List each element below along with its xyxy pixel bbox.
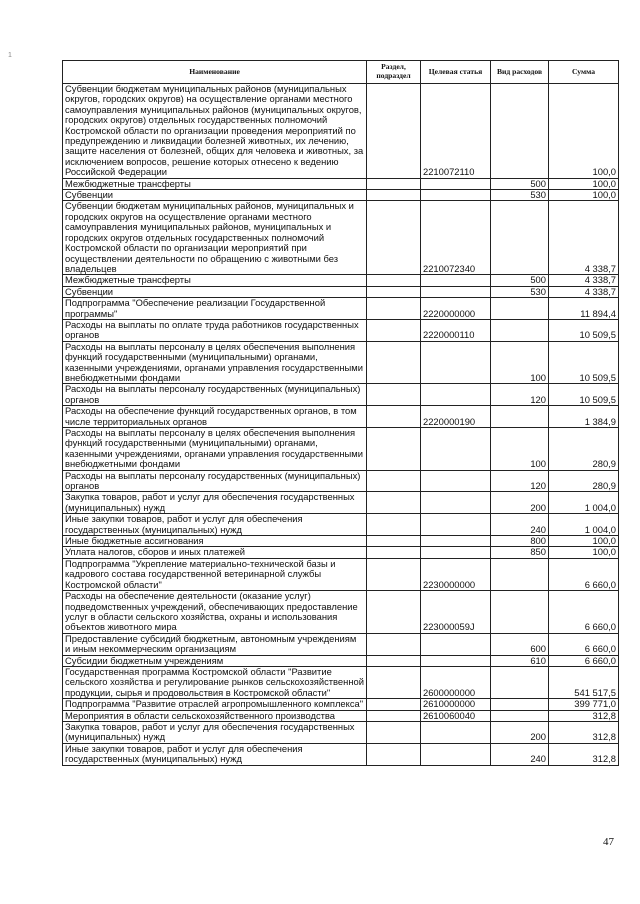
cell-section xyxy=(367,190,421,201)
cell-target: 2610000000 xyxy=(421,699,491,710)
cell-target: 2220000110 xyxy=(421,319,491,341)
cell-type: 610 xyxy=(491,655,549,666)
cell-sum: 11 894,4 xyxy=(549,298,619,320)
cell-section xyxy=(367,558,421,590)
cell-type: 200 xyxy=(491,721,549,743)
cell-type xyxy=(491,558,549,590)
cell-target: 223000059J xyxy=(421,591,491,634)
cell-section xyxy=(367,492,421,514)
cell-type: 240 xyxy=(491,743,549,765)
table-row xyxy=(63,514,619,536)
cell-target xyxy=(421,536,491,547)
cell-section xyxy=(367,514,421,536)
cell-name: Подпрограмма "Обеспечение реализации Государственной программы" xyxy=(63,298,367,320)
table-row xyxy=(63,384,619,406)
table-row xyxy=(63,406,619,428)
cell-target xyxy=(421,190,491,201)
cell-type: 240 xyxy=(491,514,549,536)
cell-section xyxy=(367,178,421,189)
cell-type: 120 xyxy=(491,470,549,492)
table-row xyxy=(63,547,619,558)
cell-section xyxy=(367,428,421,471)
cell-section xyxy=(367,633,421,655)
cell-sum: 10 509,5 xyxy=(549,341,619,384)
cell-name: Иные бюджетные ассигнования xyxy=(63,536,367,547)
cell-name: Субвенции бюджетам муниципальных районов, муниципальных и городских округов на осуществление органами местного самоуправления муниципальных районов, муниципальных и городских округов отдельных государственных полномочий Костромской области по организации мероприятий при осуществлении деятельности по обращению с животными без владельцев xyxy=(63,201,367,275)
cell-section xyxy=(367,84,421,179)
cell-section xyxy=(367,710,421,721)
page-number: 47 xyxy=(603,836,614,848)
cell-target: 2220000190 xyxy=(421,406,491,428)
cell-target: 2210072110 xyxy=(421,84,491,179)
cell-type: 600 xyxy=(491,633,549,655)
table-row xyxy=(63,275,619,286)
table-row xyxy=(63,492,619,514)
cell-sum: 100,0 xyxy=(549,190,619,201)
cell-name: Расходы на обеспечение деятельности (оказание услуг) подведомственных учреждений, обеспечивающих предоставление услуг в области сельского хозяйства, охраны и использования объектов животного мира xyxy=(63,591,367,634)
cell-sum: 100,0 xyxy=(549,84,619,179)
cell-name: Расходы на выплаты персоналу в целях обеспечения выполнения функций государственными (муниципальными) органами, казенными учреждениями, органами управления государственными внебюджетными фондами xyxy=(63,428,367,471)
cell-target: 2220000000 xyxy=(421,298,491,320)
cell-sum: 1 004,0 xyxy=(549,492,619,514)
cell-type: 100 xyxy=(491,341,549,384)
cell-section xyxy=(367,666,421,698)
cell-type: 500 xyxy=(491,275,549,286)
cell-sum: 100,0 xyxy=(549,547,619,558)
table-row xyxy=(63,201,619,275)
cell-section xyxy=(367,341,421,384)
cell-sum: 100,0 xyxy=(549,536,619,547)
header-target: Целевая статья xyxy=(421,61,491,84)
table-row xyxy=(63,743,619,765)
cell-name: Расходы на выплаты персоналу государственных (муниципальных) органов xyxy=(63,470,367,492)
cell-target xyxy=(421,743,491,765)
cell-target: 2600000000 xyxy=(421,666,491,698)
cell-section xyxy=(367,298,421,320)
table-row xyxy=(63,558,619,590)
cell-section xyxy=(367,201,421,275)
cell-type: 800 xyxy=(491,536,549,547)
cell-name: Предоставление субсидий бюджетным, автономным учреждениям и иным некоммерческим организациям xyxy=(63,633,367,655)
table-row xyxy=(63,721,619,743)
cell-section xyxy=(367,536,421,547)
cell-name: Подпрограмма "Укрепление материально-технической базы и кадрового состава государственной ветеринарной службы Костромской области" xyxy=(63,558,367,590)
table-row xyxy=(63,428,619,471)
cell-sum: 280,9 xyxy=(549,470,619,492)
cell-sum: 1 384,9 xyxy=(549,406,619,428)
cell-type xyxy=(491,201,549,275)
cell-target xyxy=(421,286,491,297)
cell-name: Межбюджетные трансферты xyxy=(63,178,367,189)
cell-name: Расходы на выплаты по оплате труда работников государственных органов xyxy=(63,319,367,341)
cell-sum: 6 660,0 xyxy=(549,633,619,655)
cell-section xyxy=(367,743,421,765)
cell-type xyxy=(491,666,549,698)
cell-name: Расходы на выплаты персоналу в целях обеспечения выполнения функций государственными (муниципальными) органами, казенными учреждениями, органами управления государственными внебюджетными фондами xyxy=(63,341,367,384)
cell-section xyxy=(367,721,421,743)
cell-target xyxy=(421,721,491,743)
table-row xyxy=(63,591,619,634)
table-row xyxy=(63,655,619,666)
cell-target xyxy=(421,514,491,536)
cell-target xyxy=(421,633,491,655)
table-row xyxy=(63,319,619,341)
cell-target xyxy=(421,428,491,471)
cell-sum: 6 660,0 xyxy=(549,655,619,666)
cell-name: Мероприятия в области сельскохозяйственного производства xyxy=(63,710,367,721)
cell-section xyxy=(367,699,421,710)
cell-target xyxy=(421,655,491,666)
cell-section xyxy=(367,275,421,286)
cell-type xyxy=(491,84,549,179)
table-row xyxy=(63,190,619,201)
cell-name: Закупка товаров, работ и услуг для обеспечения государственных (муниципальных) нужд xyxy=(63,721,367,743)
cell-sum: 4 338,7 xyxy=(549,275,619,286)
cell-type xyxy=(491,406,549,428)
table-header-row xyxy=(63,61,619,84)
cell-type: 500 xyxy=(491,178,549,189)
cell-name: Межбюджетные трансферты xyxy=(63,275,367,286)
cell-sum: 10 509,5 xyxy=(549,319,619,341)
cell-sum: 4 338,7 xyxy=(549,201,619,275)
cell-sum: 6 660,0 xyxy=(549,591,619,634)
cell-target xyxy=(421,275,491,286)
cell-type: 120 xyxy=(491,384,549,406)
cell-type: 200 xyxy=(491,492,549,514)
cell-name: Подпрограмма "Развитие отраслей агропромышленного комплекса" xyxy=(63,699,367,710)
cell-target xyxy=(421,492,491,514)
cell-sum: 10 509,5 xyxy=(549,384,619,406)
cell-sum: 312,8 xyxy=(549,710,619,721)
cell-sum: 312,8 xyxy=(549,721,619,743)
cell-section xyxy=(367,319,421,341)
cell-name: Государственная программа Костромской области "Развитие сельского хозяйства и регулирование рынков сельскохозяйственной продукции, сырья и продовольствия в Костромской области" xyxy=(63,666,367,698)
budget-table xyxy=(62,60,619,766)
cell-type xyxy=(491,319,549,341)
table-row xyxy=(63,536,619,547)
cell-target xyxy=(421,178,491,189)
cell-type xyxy=(491,591,549,634)
cell-section xyxy=(367,286,421,297)
cell-sum: 541 517,5 xyxy=(549,666,619,698)
cell-sum: 100,0 xyxy=(549,178,619,189)
cell-section xyxy=(367,470,421,492)
cell-type xyxy=(491,298,549,320)
cell-target: 2210072340 xyxy=(421,201,491,275)
cell-sum: 312,8 xyxy=(549,743,619,765)
cell-target xyxy=(421,547,491,558)
cell-name: Расходы на обеспечение функций государственных органов, в том числе территориальных органов xyxy=(63,406,367,428)
table-row xyxy=(63,710,619,721)
header-sum: Сумма xyxy=(549,61,619,84)
cell-type: 530 xyxy=(491,286,549,297)
cell-sum: 6 660,0 xyxy=(549,558,619,590)
table-row xyxy=(63,84,619,179)
cell-type: 530 xyxy=(491,190,549,201)
scan-mark: 1 xyxy=(8,52,12,59)
cell-name: Субсидии бюджетным учреждениям xyxy=(63,655,367,666)
cell-sum: 1 004,0 xyxy=(549,514,619,536)
cell-type: 100 xyxy=(491,428,549,471)
cell-target xyxy=(421,341,491,384)
cell-sum: 280,9 xyxy=(549,428,619,471)
cell-name: Иные закупки товаров, работ и услуг для обеспечения государственных (муниципальных) нужд xyxy=(63,514,367,536)
table-body xyxy=(63,84,619,766)
cell-name: Субвенции бюджетам муниципальных районов (муниципальных округов, городских округов) на осуществление органами местного самоуправления муниципальных районов (муниципальных округов, городских округов) отдельных государственных полномочий Костромской области по организации проведения мероприятий по предупреждению и ликвидации болезней животных, их лечению, защите населения от болезней, общих для человека и животных, за исключением вопросов, решение которых отнесено к ведению Российской Федерации xyxy=(63,84,367,179)
table-row xyxy=(63,178,619,189)
table-row xyxy=(63,341,619,384)
header-section: Раздел, подраздел xyxy=(367,61,421,84)
cell-name: Уплата налогов, сборов и иных платежей xyxy=(63,547,367,558)
cell-section xyxy=(367,655,421,666)
table-row xyxy=(63,633,619,655)
table-row xyxy=(63,470,619,492)
table-row xyxy=(63,666,619,698)
table-row xyxy=(63,286,619,297)
cell-sum: 399 771,0 xyxy=(549,699,619,710)
cell-section xyxy=(367,384,421,406)
cell-name: Расходы на выплаты персоналу государственных (муниципальных) органов xyxy=(63,384,367,406)
header-name: Наименование xyxy=(63,61,367,84)
cell-section xyxy=(367,406,421,428)
cell-section xyxy=(367,547,421,558)
table-row xyxy=(63,699,619,710)
cell-type xyxy=(491,710,549,721)
table-row xyxy=(63,298,619,320)
cell-section xyxy=(367,591,421,634)
cell-type xyxy=(491,699,549,710)
cell-name: Субвенции xyxy=(63,286,367,297)
cell-target: 2610060040 xyxy=(421,710,491,721)
header-type: Вид расходов xyxy=(491,61,549,84)
cell-name: Субвенции xyxy=(63,190,367,201)
cell-sum: 4 338,7 xyxy=(549,286,619,297)
cell-name: Иные закупки товаров, работ и услуг для обеспечения государственных (муниципальных) нужд xyxy=(63,743,367,765)
cell-type: 850 xyxy=(491,547,549,558)
cell-target xyxy=(421,470,491,492)
cell-target: 2230000000 xyxy=(421,558,491,590)
cell-name: Закупка товаров, работ и услуг для обеспечения государственных (муниципальных) нужд xyxy=(63,492,367,514)
cell-target xyxy=(421,384,491,406)
